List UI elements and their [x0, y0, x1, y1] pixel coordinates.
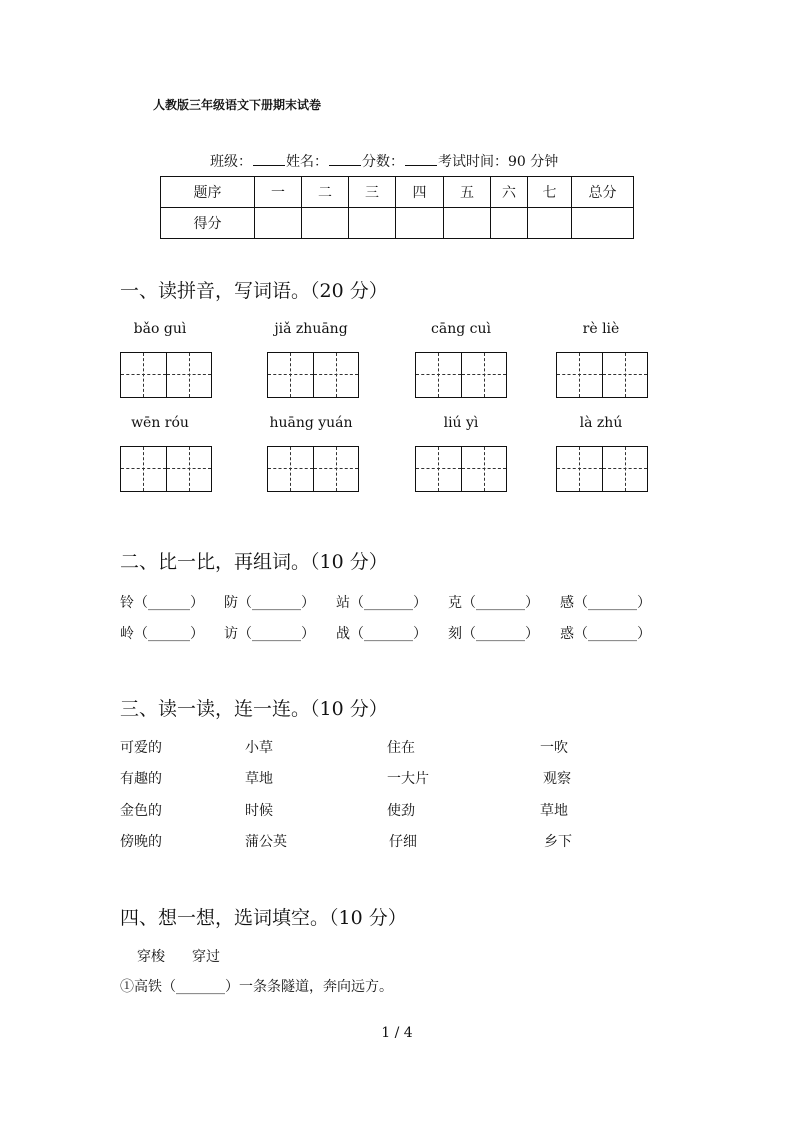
writing-cell[interactable]: [461, 447, 506, 491]
match-word: 一吹: [540, 740, 568, 756]
match-word: 草地: [540, 803, 568, 819]
score-cell[interactable]: [255, 208, 302, 239]
match-word: 小草: [245, 740, 273, 756]
score-cell[interactable]: [491, 208, 528, 239]
match-word: 仔细: [389, 834, 417, 850]
match-word: 使劲: [387, 803, 415, 819]
compare-item: 访（_______）: [224, 626, 315, 642]
compare-item: 刻（_______）: [448, 626, 539, 642]
writing-cell[interactable]: [313, 353, 358, 397]
word-option: 穿梭: [137, 949, 165, 965]
score-cell[interactable]: [396, 208, 444, 239]
student-info-line: [210, 151, 558, 171]
writing-grid[interactable]: [267, 446, 359, 492]
document-title: 人教版三年级语文下册期末试卷: [153, 98, 322, 112]
match-word: 乡下: [544, 834, 572, 850]
score-cell[interactable]: [444, 208, 491, 239]
writing-cell[interactable]: [166, 353, 211, 397]
match-word: 傍晚的: [120, 834, 162, 850]
writing-cell[interactable]: [313, 447, 358, 491]
writing-grid[interactable]: [267, 352, 359, 398]
pinyin-label: là zhú: [579, 415, 623, 431]
writing-grid[interactable]: [415, 446, 507, 492]
section4-heading: 四、想一想，选词填空。（10 分）: [120, 907, 407, 929]
name-blank[interactable]: [329, 153, 361, 166]
pinyin-label: cāng cuì: [431, 321, 491, 337]
header-cell: 题序: [161, 177, 255, 208]
compare-item: 战（_______）: [336, 626, 427, 642]
class-blank[interactable]: [253, 153, 285, 166]
match-word: 金色的: [120, 803, 162, 819]
pinyin-label: wēn róu: [131, 415, 189, 431]
writing-grid[interactable]: [120, 352, 212, 398]
writing-cell[interactable]: [166, 447, 211, 491]
header-cell: 一: [255, 177, 302, 208]
writing-cell[interactable]: [268, 447, 313, 491]
score-cell[interactable]: [349, 208, 396, 239]
compare-item: 克（_______）: [448, 595, 539, 611]
score-table-header-row: [161, 177, 634, 208]
header-cell: 二: [302, 177, 349, 208]
score-table: [160, 176, 634, 239]
header-cell: 五: [444, 177, 491, 208]
writing-cell[interactable]: [268, 353, 313, 397]
section2-heading: 二、比一比，再组词。（10 分）: [120, 551, 388, 573]
compare-item: 惑（_______）: [560, 626, 651, 642]
match-word: 可爱的: [120, 740, 162, 756]
writing-cell[interactable]: [416, 353, 461, 397]
writing-cell[interactable]: [602, 447, 647, 491]
match-word: 草地: [245, 771, 273, 787]
word-option: 穿过: [192, 949, 220, 965]
section3-heading: 三、读一读，连一连。（10 分）: [120, 698, 388, 720]
compare-item: 感（_______）: [560, 595, 651, 611]
writing-cell[interactable]: [121, 447, 166, 491]
score-label: 分数：: [362, 154, 404, 170]
score-blank[interactable]: [405, 153, 437, 166]
match-word: 一大片: [387, 771, 429, 787]
time-label: 考试时间：90 分钟: [438, 154, 559, 170]
compare-item: 站（_______）: [336, 595, 427, 611]
compare-item: 铃（______）: [120, 595, 204, 611]
match-word: 时候: [245, 803, 273, 819]
writing-cell[interactable]: [416, 447, 461, 491]
section1-heading: 一、读拼音，写词语。（20 分）: [120, 280, 388, 302]
class-label: 班级：: [210, 154, 252, 170]
score-table-score-row: [161, 208, 634, 239]
writing-cell[interactable]: [602, 353, 647, 397]
pinyin-label: bǎo guì: [133, 321, 187, 337]
header-cell: 六: [491, 177, 528, 208]
writing-cell[interactable]: [121, 353, 166, 397]
writing-cell[interactable]: [557, 447, 602, 491]
page-number: 1 / 4: [381, 1025, 413, 1041]
match-word: 观察: [543, 771, 571, 787]
pinyin-label: jiǎ zhuāng: [274, 321, 348, 337]
pinyin-label: liú yì: [443, 415, 479, 431]
match-word: 住在: [387, 740, 415, 756]
writing-grid[interactable]: [120, 446, 212, 492]
score-cell[interactable]: [572, 208, 634, 239]
writing-cell[interactable]: [557, 353, 602, 397]
writing-grid[interactable]: [556, 352, 648, 398]
match-word: 蒲公英: [245, 834, 287, 850]
compare-item: 岭（______）: [120, 626, 204, 642]
fill-question: ①高铁（_______）一条条隧道，奔向远方。: [120, 979, 393, 995]
compare-item: 防（_______）: [224, 595, 315, 611]
row-label-cell: 得分: [161, 208, 255, 239]
header-cell: 四: [396, 177, 444, 208]
header-cell: 总分: [572, 177, 634, 208]
header-cell: 七: [528, 177, 572, 208]
writing-grid[interactable]: [415, 352, 507, 398]
score-cell[interactable]: [302, 208, 349, 239]
name-label: 姓名：: [286, 154, 328, 170]
pinyin-label: huāng yuán: [269, 415, 353, 431]
header-cell: 三: [349, 177, 396, 208]
match-word: 有趣的: [120, 771, 162, 787]
pinyin-label: rè liè: [582, 321, 620, 337]
writing-grid[interactable]: [556, 446, 648, 492]
writing-cell[interactable]: [461, 353, 506, 397]
score-cell[interactable]: [528, 208, 572, 239]
